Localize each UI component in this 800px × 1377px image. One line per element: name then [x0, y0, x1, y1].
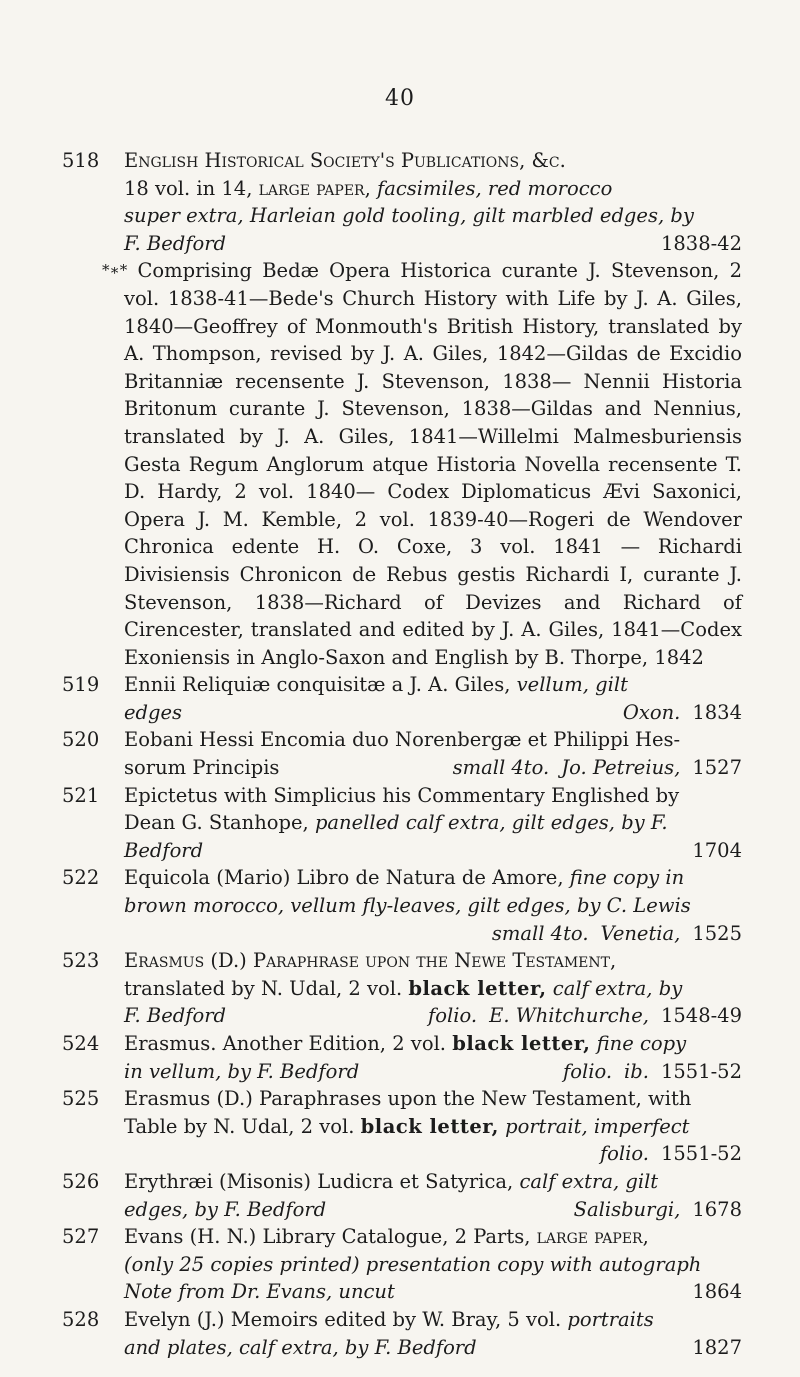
entry-paper: large paper,: [258, 176, 377, 200]
entry-text: Erythræi (Misonis) Ludicra et Satyrica,: [124, 1169, 520, 1193]
entry-date: 1864: [692, 1280, 742, 1304]
black-letter-label: black letter,: [452, 1032, 591, 1055]
entry-521: [62, 782, 742, 865]
entry-binding-2: super extra, Harleian gold tooling, gilt marbled edges, by: [124, 204, 694, 228]
entry-text: Eobani Hessi Encomia duo Norenbergæ et Philippi Hes-: [124, 728, 681, 752]
entry-number: 526: [62, 1169, 100, 1193]
entry-number: 523: [62, 949, 100, 973]
entry-text: Equicola (Mario) Libro de Natura de Amore,: [124, 866, 570, 890]
entry-binding: fine copy: [590, 1032, 687, 1055]
page-number: 40: [385, 86, 415, 111]
entry-place: Jo. Petreius,: [561, 756, 681, 780]
entry-526: [62, 1168, 742, 1223]
entry-binding: panelled calf extra, gilt edges, by F.: [314, 811, 668, 835]
entry-binding-2: Note from Dr. Evans, uncut: [124, 1280, 395, 1304]
entry-date: 1551-52: [660, 1059, 742, 1083]
entry-format: folio.: [563, 1059, 613, 1083]
entry-text-2: sorum Principis: [124, 756, 280, 780]
entry-binding-2: and plates, calf extra, by F. Bedford: [124, 1335, 477, 1359]
entry-528: [62, 1306, 742, 1361]
entry-number: 528: [62, 1307, 100, 1331]
entry-number: 525: [62, 1087, 100, 1111]
entry-number: 522: [62, 866, 100, 890]
entry-heading: English Historical Society's Publications, &c.: [124, 149, 566, 172]
entry-text: 18 vol. in 14,: [124, 176, 259, 200]
entry-binding-2: edges, by F. Bedford: [124, 1197, 327, 1221]
entry-date: 1678: [692, 1197, 742, 1221]
entry-binding-2: edges: [124, 700, 183, 724]
entry-519: [62, 671, 742, 726]
entry-place: E. Whitchurche,: [489, 1004, 649, 1028]
entry-heading: Erasmus (D.) Paraphrase upon the Newe Testament,: [124, 949, 617, 973]
entry-523: [62, 947, 742, 1030]
entry-525: [62, 1085, 742, 1168]
entry-binding: presentation copy with autograph: [359, 1252, 702, 1276]
entry-number: 518: [62, 149, 100, 172]
entry-number: 524: [62, 1032, 100, 1055]
entry-text: Ennii Reliquiæ conquisitæ a J. A. Giles,: [124, 673, 517, 697]
entry-text: Epictetus with Simplicius his Commentary Englished by: [124, 783, 680, 807]
entry-binding: calf extra, by: [546, 976, 683, 1000]
entry-text: Erasmus. Another Edition, 2 vol.: [124, 1032, 453, 1055]
entry-edition-note: (only 25 copies printed): [124, 1252, 360, 1276]
black-letter-label: black letter,: [408, 976, 547, 1000]
entry-binder: F. Bedford: [124, 231, 227, 255]
entry-518: [62, 147, 742, 671]
entry-binder: Bedford: [124, 838, 204, 862]
entry-binding: facsimiles, red morocco: [376, 176, 613, 200]
entry-format: folio.: [599, 1142, 649, 1166]
entry-text: Erasmus (D.) Paraphrases upon the New Testament, with: [124, 1087, 692, 1111]
entry-date: 1525: [692, 921, 742, 945]
entry-place: ib.: [624, 1059, 649, 1083]
note-text: Comprising Bedæ Opera Historica curante J. Stevenson, 2 vol. 1838-41—Bede's Church History with Life by J. A. Giles, 1840—Geoffrey of Monmouth's British History, translated by A. Thompson, revised by J. A. Giles, 1842—Gildas de Excidio Britanniæ recensente J. Stevenson, 1838— Nennii Historia Britonum curante J. Stevenson, 1838—Gildas and Nennius, translated by J. A. Giles, 1841—Willelmi Malmesburiensis Gesta Regum Anglorum atque Historia Novella recensente T. D. Hardy, 2 vol. 1840— Codex Diplomaticus Ævi Saxonici, Opera J. M. Kemble, 2 vol. 1839-40—Rogeri de Wendover Chronica edente H. O. Coxe, 3 vol. 1841 — Richardi Divisiensis Chronicon de Rebus gestis Richardi I, curante J. Stevenson, 1838—Richard of Devizes and Richard of Cirencester, translated and edited by J. A. Giles, 1841—Codex Exoniensis in Anglo-Saxon and English by B. Thorpe, 1842: [124, 259, 742, 669]
entry-format: small 4to.: [452, 756, 550, 780]
entry-text: Evelyn (J.) Memoirs edited by W. Bray, 5 vol.: [124, 1307, 568, 1331]
entry-date: 1838-42: [660, 231, 742, 255]
entry-format: small 4to.: [491, 921, 589, 945]
entry-date: 1827: [692, 1335, 742, 1359]
entry-text-2: translated by N. Udal, 2 vol.: [124, 976, 409, 1000]
entry-527: [62, 1223, 742, 1306]
entry-binding: portraits: [567, 1307, 654, 1331]
entry-note: [102, 257, 742, 671]
black-letter-label: black letter,: [360, 1114, 499, 1138]
entry-binding-2: in vellum, by F. Bedford: [124, 1059, 360, 1083]
entry-520: [62, 726, 742, 781]
entry-list: [62, 147, 742, 1361]
entry-date: 1548-49: [660, 1004, 742, 1028]
entry-date: 1704: [692, 838, 742, 862]
entry-binder: F. Bedford: [124, 1004, 227, 1028]
entry-number: 521: [62, 783, 100, 807]
entry-text-2: Dean G. Stanhope,: [124, 811, 315, 835]
asterism-icon: *∗*: [102, 261, 128, 280]
entry-format: folio.: [428, 1004, 478, 1028]
entry-number: 527: [62, 1225, 100, 1249]
entry-binding: vellum, gilt: [516, 673, 628, 697]
entry-date: 1527: [692, 756, 742, 780]
entry-binding: portrait, imperfect: [498, 1114, 690, 1138]
entry-place: Salisburgi,: [573, 1197, 681, 1221]
entry-place: Venetia,: [600, 921, 681, 945]
entry-binding: fine copy in: [569, 866, 685, 890]
entry-binding: calf extra, gilt: [519, 1169, 659, 1193]
entry-place: Oxon.: [622, 700, 681, 724]
entry-binding-2: brown morocco, vellum fly-leaves, gilt edges, by C. Lewis: [124, 894, 691, 918]
entry-text-2: Table by N. Udal, 2 vol.: [124, 1114, 361, 1138]
entry-date: 1834: [692, 700, 742, 724]
entry-paper: large paper,: [536, 1225, 649, 1249]
entry-number: 520: [62, 728, 100, 752]
entry-number: 519: [62, 673, 100, 697]
entry-description: [124, 175, 742, 203]
entry-524: [62, 1030, 742, 1085]
entry-522: [62, 864, 742, 947]
entry-date: 1551-52: [660, 1142, 742, 1166]
entry-text: Evans (H. N.) Library Catalogue, 2 Parts,: [124, 1225, 537, 1249]
